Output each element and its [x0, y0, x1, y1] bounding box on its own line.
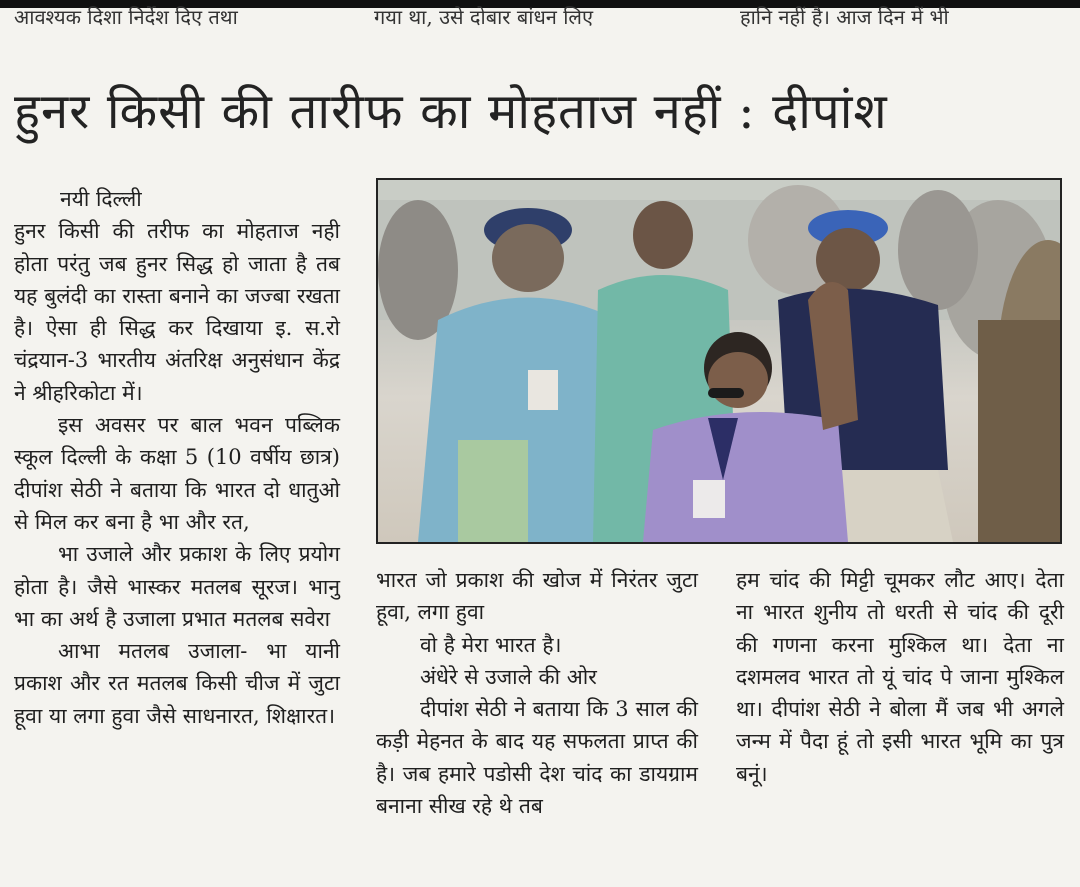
paragraph: इस अवसर पर बाल भवन पब्लिक स्कूल दिल्ली के कक्षा 5 (10 वर्षीय छात्र) दीपांश सेठी ने बताया कि भारत दो धातुओ से मिल कर बना है भा और रत, [14, 413, 340, 534]
paragraph: अंधेरे से उजाले की ओर [420, 664, 597, 689]
dateline: नयी दिल्ली [60, 187, 142, 211]
news-photo [376, 178, 1062, 544]
paragraph: भारत जो प्रकाश की खोज में निरंतर जुटा हूवा, लगा हुवा [376, 568, 698, 625]
paragraph: भा उजाले और प्रकाश के लिए प्रयोग होता है। जैसे भास्कर मतलब सूरज। भानु भा का अर्थ है उजाला प्रभात मतलब सवेरा [14, 542, 340, 631]
paragraph: हम चांद की मिट्टी चूमकर लौट आए। देता ना भारत शुनीय तो धरती से चांद की दूरी की गणना करना मुश्किल था। देता ना दशमलव भारत तो यूं चांद पे जाना मुश्किल था। दीपांश सेठी ने बोला मैं जब भी अगले जन्म में पैदा हूं तो इसी भारत भूमि का पुत्र बनूं। [736, 568, 1064, 786]
article-column-2 [376, 564, 698, 822]
paragraph: आभा मतलब उजाला- भा यानी प्रकाश और रत मतलब किसी चीज में जुटा हूवा या लगा हुवा जैसे साधनारत, शिक्षारत। [14, 639, 340, 728]
paragraph: हुनर किसी की तरीफ का मोहताज नही होता परंतु जब हुनर सिद्ध हो जाता है तब यह बुलंदी का रास्ता बनाने का जज्बा रखता है। ऐसा ही सिद्ध कर दिखाया इ. स.रो चंद्रयान-3 भारतीय अंतरिक्ष अनुसंधान केंद्र ने श्रीहरिकोटा में। [14, 219, 340, 405]
article-column-3 [736, 564, 1064, 790]
article-column-1 [14, 183, 340, 732]
paragraph: वो है मेरा भारत है। [420, 632, 562, 657]
previous-article-fragment: आवश्यक दिशा निर्देश दिए तथा [14, 5, 238, 29]
previous-article-fragment: गया था, उसे दोबार बांधन लिए [374, 5, 594, 29]
paragraph: दीपांश सेठी ने बताया कि 3 साल की कड़ी मेहनत के बाद यह सफलता प्राप्त की है। जब हमारे पडोसी देश चांद का डायग्राम बनाना सीख रहे थे तब [376, 697, 698, 819]
photo-illustration [378, 180, 1060, 542]
headline: हुनर किसी की तारीफ का मोहताज नहीं : दीपांश [14, 83, 888, 140]
previous-article-fragment: हानि नहीं है। आज दिन में भी [740, 5, 949, 29]
